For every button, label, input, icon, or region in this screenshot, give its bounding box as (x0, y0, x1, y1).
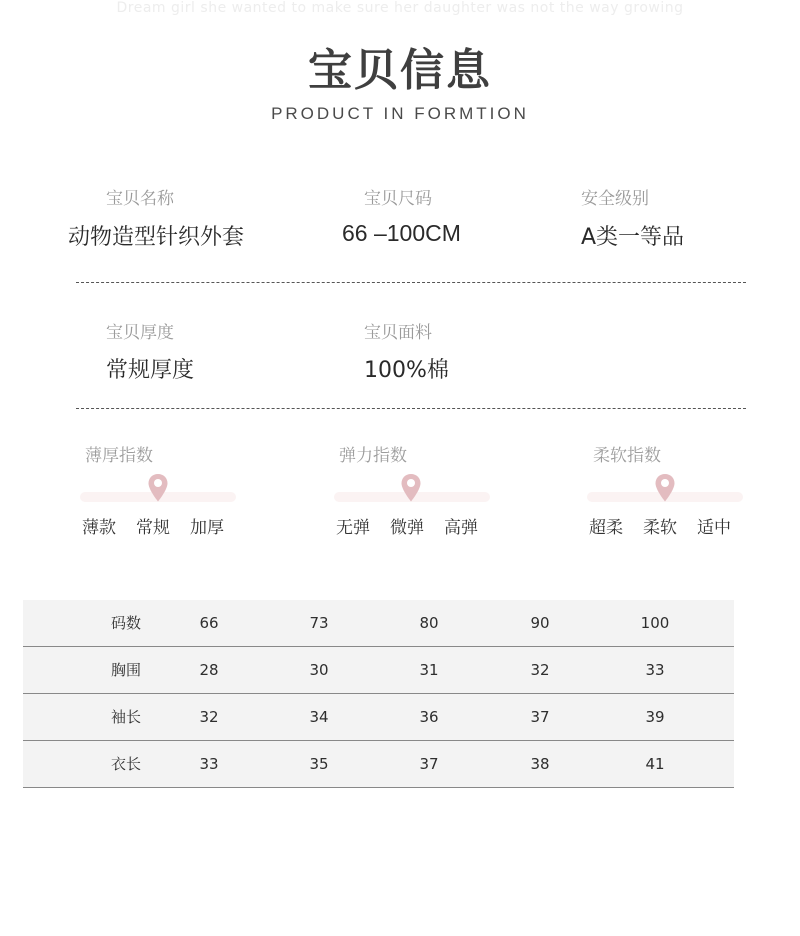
thickness-value: 常规厚度 (106, 358, 195, 383)
faint-header-text: Dream girl she wanted to make sure her daughter was not the way growing (116, 0, 684, 16)
table-cell: 34 (309, 708, 329, 726)
elasticity-option: 高弹 (444, 518, 478, 538)
page-subtitle: PRODUCT IN FORMTION (271, 104, 529, 123)
table-cell: 66 (199, 614, 219, 632)
location-pin-icon (147, 473, 169, 503)
table-cell: 90 (530, 614, 550, 632)
table-cell: 80 (419, 614, 439, 632)
location-pin-icon (400, 473, 422, 503)
thickness-index-title: 薄厚指数 (85, 446, 153, 466)
table-cell: 37 (530, 708, 550, 726)
location-pin-icon (654, 473, 676, 503)
safety-value: A类一等品 (581, 225, 685, 250)
thickness-label: 宝贝厚度 (106, 323, 174, 343)
softness-option: 适中 (697, 518, 731, 538)
row-header: 胸围 (110, 661, 141, 679)
table-cell: 39 (645, 708, 665, 726)
row-header: 码数 (110, 614, 141, 632)
table-cell: 41 (645, 755, 665, 773)
table-row (23, 694, 734, 741)
table-cell: 33 (645, 661, 665, 679)
table-cell: 35 (309, 755, 329, 773)
name-value: 动物造型针织外套 (68, 225, 245, 250)
table-cell: 32 (530, 661, 550, 679)
row-header: 袖长 (110, 708, 141, 726)
table-cell: 37 (419, 755, 439, 773)
elasticity-index-title: 弹力指数 (339, 446, 407, 466)
table-cell: 33 (199, 755, 219, 773)
safety-label: 安全级别 (581, 189, 649, 209)
thickness-option: 加厚 (190, 518, 224, 538)
table-cell: 73 (309, 614, 329, 632)
elasticity-option: 无弹 (336, 518, 370, 538)
table-cell: 28 (199, 661, 219, 679)
softness-option: 超柔 (589, 518, 623, 538)
table-cell: 32 (199, 708, 219, 726)
row-header: 衣长 (110, 755, 141, 773)
elasticity-option: 微弹 (390, 518, 424, 538)
size-label: 宝贝尺码 (364, 189, 432, 209)
size-value: 66 –100CM (342, 220, 461, 246)
thickness-option: 薄款 (82, 518, 116, 538)
table-row (23, 647, 734, 694)
name-label: 宝贝名称 (106, 189, 174, 209)
table-cell: 100 (640, 614, 670, 632)
table-cell: 30 (309, 661, 329, 679)
fabric-label: 宝贝面料 (364, 323, 432, 343)
table-row (23, 600, 734, 647)
softness-option: 柔软 (643, 518, 677, 538)
table-cell: 31 (419, 661, 439, 679)
page-title: 宝贝信息 (308, 45, 492, 96)
table-row (23, 741, 734, 788)
size-table (23, 600, 734, 788)
table-cell: 36 (419, 708, 439, 726)
table-cell: 38 (530, 755, 550, 773)
fabric-value: 100%棉 (364, 358, 449, 383)
thickness-option: 常规 (136, 518, 170, 538)
divider-2 (76, 408, 746, 409)
divider-1 (76, 282, 746, 283)
softness-index-title: 柔软指数 (593, 446, 661, 466)
